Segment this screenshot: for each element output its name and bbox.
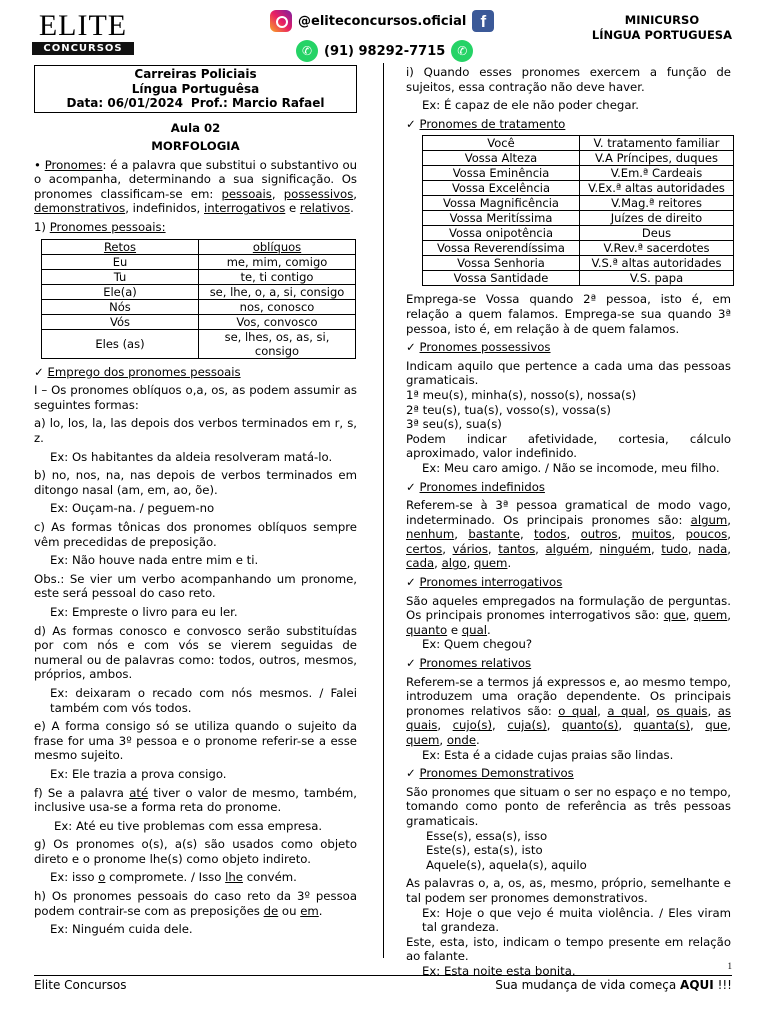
table-row: Vós Vos, convosco	[42, 314, 356, 329]
pronoun-word: quem	[474, 556, 508, 571]
course-line2: LÍNGUA PORTUGUESA	[591, 28, 732, 42]
pronoun-word: ninguém	[599, 541, 652, 556]
table-row: Você V. tratamento familiar	[423, 136, 734, 151]
demonstrativos-text: São pronomes que situam o ser no espaço e no tempo, tomando como ponto de referência as três pessoas gramaticais.	[406, 784, 731, 828]
demonstrativos-text3: Este, esta, isto, indicam o tempo presente em relação ao falante.	[406, 934, 731, 964]
table-row: Tu te, ti contigo	[42, 269, 356, 284]
table-header: oblíquos	[199, 239, 356, 254]
interrogativos-example: Ex: Quem chegou?	[422, 637, 533, 652]
table-row: Vossa onipotência Deus	[423, 226, 734, 241]
example-i: Ex: É capaz de ele não poder chegar.	[422, 98, 639, 113]
pronoun-word: todos	[534, 527, 567, 542]
intro-paragraph: • Pronomes: é a palavra que substitui o substantivo ou o acompanha, determinando a sua significação. Os pronomes classificam-se em: pessoais, possessivos, demonstrativos, indefinidos, interrogativos e relativos.	[34, 157, 358, 216]
table-row: Vossa Santidade V.S. papa	[423, 271, 734, 286]
demonstrativos-3: Aquele(s), aquela(s), aquilo	[426, 857, 587, 872]
footer-right: Sua mudança de vida começa AQUI !!!	[495, 978, 732, 992]
lesson-topic: MORFOLOGIA	[151, 139, 240, 154]
pronoun-word: algum	[690, 512, 728, 527]
table-row: Vossa Eminência V.Em.ª Cardeais	[423, 166, 734, 181]
pronomes-pessoais-table	[41, 239, 356, 359]
pronoun-word: que	[705, 718, 728, 733]
pronoun-word: quem	[693, 608, 728, 623]
table-row: Vossa Senhoria V.S.ª altas autoridades	[423, 256, 734, 271]
pronoun-word: alguém	[545, 541, 590, 556]
info-prof: Prof.: Marcio Rafael	[190, 96, 325, 110]
left-column	[34, 65, 357, 941]
social-contacts	[270, 10, 510, 62]
example-f: Ex: Até eu tive problemas com essa empresa.	[54, 818, 323, 833]
info-box	[34, 65, 357, 113]
example-obs: Ex: Empreste o livro para eu ler.	[50, 604, 238, 619]
info-date: Data: 06/01/2024	[66, 96, 183, 110]
lesson-number: Aula 02	[170, 120, 221, 135]
paragraph-i-right: i) Quando esses pronomes exercem a função de sujeitos, essa contração não deve haver.	[406, 65, 731, 94]
pronoun-word: outros	[580, 527, 618, 542]
page-header	[0, 0, 768, 62]
paragraph-f: f) Se a palavra até tiver o valor de mesmo, também, inclusive usa-se a forma reta do pronome.	[34, 785, 357, 815]
course-line1: MINICURSO	[624, 13, 700, 27]
elite-logo	[32, 9, 134, 55]
paragraph-a: a) lo, los, la, las depois dos verbos terminados em r, s, z.	[34, 416, 357, 446]
pronoun-word: quanto	[406, 622, 448, 637]
right-column	[406, 65, 731, 983]
table-row: Nós nos, conosco	[42, 299, 356, 314]
example-b: Ex: Ouçam-na. / peguem-no	[50, 501, 215, 516]
possessivos-heading: ✓ Pronomes possessivos	[406, 340, 731, 355]
tratamento-text: Emprega-se Vossa quando 2ª pessoa, isto é, em relação a quem falamos. Emprega-se sua quando 3ª pessoa, isto é, em relação à de quem falamos.	[406, 292, 731, 336]
demonstrativos-example: Ex: Hoje o que vejo é muita violência. / Eles viram tal grandeza.	[422, 905, 731, 935]
pronoun-word: tudo	[661, 541, 688, 556]
pronoun-word: quanta(s)	[633, 718, 690, 733]
paragraph-c: c) As formas tônicas dos pronomes oblíquos sempre vêm precedidas de preposição.	[34, 520, 357, 549]
paragraph-b: b) no, nos, na, nas depois de verbos terminados em ditongo nasal (am, em, ao, õe).	[34, 468, 357, 497]
course-title	[592, 13, 732, 43]
instagram-icon	[270, 10, 292, 32]
pronoun-word: poucos	[685, 527, 728, 542]
relativos-example: Ex: Esta é a cidade cujas praias são lindas.	[422, 747, 674, 762]
whatsapp-icon-right[interactable]: ✆	[451, 40, 473, 62]
paragraph-obs: Obs.: Se vier um verbo acompanhando um pronome, este será pessoal do caso reto.	[34, 571, 357, 601]
section-heading-pessoais: 1) Pronomes pessoais:	[34, 220, 166, 235]
emprego-heading: ✓ Emprego dos pronomes pessoais	[34, 365, 357, 380]
info-line1: Carreiras Policiais	[134, 67, 257, 81]
table-header: Retos	[42, 239, 199, 254]
table-row: Vossa Excelência V.Ex.ª altas autoridades	[423, 181, 734, 196]
possessivos-text2: Podem indicar afetividade, cortesia, cálculo aproximado, valor indefinido.	[406, 431, 731, 461]
tratamento-table	[422, 135, 734, 286]
indefinidos-text: Referem-se à 3ª pessoa gramatical de modo vago, indeterminado. Os principais pronomes são: algum, nenhum, bastante, todos, outros, muitos, poucos, certos, vários, tantos, alguém, ninguém, tudo, nada, cada, algo, quem.	[406, 498, 732, 571]
page-number: 1	[727, 961, 732, 971]
pronoun-word: onde	[446, 733, 477, 747]
pronoun-word: bastante	[468, 527, 520, 542]
pronoun-word: quem	[406, 733, 440, 747]
table-row: Vossa Magnificência V.Mag.ª reitores	[423, 196, 734, 211]
table-row: Vossa Alteza V.A Príncipes, duques	[423, 151, 734, 166]
pronoun-word: certos	[406, 541, 443, 556]
pronoun-word: a qual	[607, 703, 647, 718]
pronoun-word: vários	[452, 541, 488, 556]
example-d: Ex: deixaram o recado com nós mesmos. / Falei também com vós todos.	[50, 685, 357, 715]
example-a: Ex: Os habitantes da aldeia resolveram matá-lo.	[50, 449, 333, 464]
pronoun-word: muitos	[631, 527, 672, 542]
paragraph-i: I – Os pronomes oblíquos o,a, os, as podem assumir as seguintes formas:	[34, 383, 357, 412]
pronoun-word: que	[663, 608, 686, 623]
pronoun-word: nada	[698, 541, 728, 556]
example-c: Ex: Não houve nada entre mim e ti.	[50, 553, 259, 568]
pronoun-word: cada	[406, 556, 435, 571]
logo-sub: CONCURSOS	[32, 42, 134, 55]
pronoun-word: cuja(s)	[507, 718, 547, 733]
paragraph-e: e) A forma consigo só se utiliza quando o sujeito da frase for uma 3º pessoa e o pronome referir-se a esse mesmo sujeito.	[34, 719, 357, 763]
pronoun-word: cujo(s)	[452, 718, 493, 733]
footer-left: Elite Concursos	[34, 978, 127, 992]
instagram-handle[interactable]: @eliteconcursos.oficial	[298, 13, 467, 29]
demonstrativos-1: Esse(s), essa(s), isso	[426, 828, 548, 843]
possessivos-1: 1ª meu(s), minha(s), nosso(s), nossa(s)	[406, 387, 637, 402]
phone-number[interactable]: (91) 98292-7715	[324, 43, 446, 59]
possessivos-example: Ex: Meu caro amigo. / Não se incomode, meu filho.	[422, 460, 720, 475]
whatsapp-icon: ✆	[296, 40, 318, 62]
table-row: Vossa Meritíssima Juízes de direito	[423, 211, 734, 226]
paragraph-g: g) Os pronomes o(s), a(s) são usados como objeto direto e o pronome lhe(s) como objeto indireto.	[34, 837, 357, 866]
demonstrativos-heading: ✓ Pronomes Demonstrativos	[406, 766, 731, 781]
example-h: Ex: Ninguém cuida dele.	[50, 922, 193, 937]
pronoun-word: o qual	[558, 703, 598, 718]
table-row: Eles (as) se, lhes, os, as, si, consigo	[42, 329, 356, 358]
paragraph-h: h) Os pronomes pessoais do caso reto da 3º pessoa podem contrair-se com as preposições de ou em.	[34, 889, 357, 918]
pronoun-word: os quais	[656, 703, 708, 718]
pronoun-word: tantos	[498, 541, 536, 556]
table-header-row	[42, 239, 356, 254]
interrogativos-text: São aqueles empregados na formulação de perguntas. Os principais pronomes interrogativos são: que, quem, quanto e qual.	[406, 593, 731, 637]
info-line3	[35, 96, 356, 111]
demonstrativos-2: Este(s), esta(s), isto	[426, 843, 543, 858]
interrogativos-heading: ✓ Pronomes interrogativos	[406, 575, 731, 590]
possessivos-text: Indicam aquilo que pertence a cada uma das pessoas gramaticais.	[406, 358, 731, 388]
relativos-text: Referem-se a termos já expressos e, ao mesmo tempo, introduzem uma oração dependente. Os principais pronomes relativos são: o qual, a qual, os quais, as quais, cujo(s), cuja(s), quanto(s), quanta(s), que, quem, onde.	[406, 674, 732, 747]
pronoun-word: nenhum	[406, 527, 455, 542]
example-g: Ex: isso o compromete. / Isso lhe convém.	[50, 870, 297, 885]
facebook-icon[interactable]: f	[472, 10, 494, 32]
column-divider	[383, 63, 384, 958]
relativos-heading: ✓ Pronomes relativos	[406, 656, 731, 671]
table-row: Eu me, mim, comigo	[42, 254, 356, 269]
paragraph-d: d) As formas conosco e convosco serão substituídas por com nós e com vós se vierem seguidas de numeral ou de palavras como: todos, outros, mesmos, próprios, ambos.	[34, 623, 357, 682]
pronoun-word: quanto(s)	[562, 718, 619, 733]
table-row: Vossa Reverendíssima V.Rev.ª sacerdotes	[423, 241, 734, 256]
indefinidos-heading: ✓ Pronomes indefinidos	[406, 480, 731, 495]
pronoun-word: qual	[461, 622, 488, 637]
pronoun-word: algo	[441, 556, 467, 571]
possessivos-2: 2ª teu(s), tua(s), vosso(s), vossa(s)	[406, 402, 611, 417]
demonstrativos-text2: As palavras o, a, os, as, mesmo, próprio, semelhante e tal podem ser pronomes demonstrativos.	[406, 876, 731, 905]
possessivos-3: 3ª seu(s), sua(s)	[406, 417, 502, 432]
tratamento-heading: ✓ Pronomes de tratamento	[406, 117, 731, 132]
demonstrativos-example2: Ex: Esta noite esta bonita.	[422, 963, 576, 978]
pronoun-word: as quais	[406, 703, 731, 733]
info-line2: Língua Portuguêsa	[131, 81, 260, 96]
table-row: Ele(a) se, lhe, o, a, si, consigo	[42, 284, 356, 299]
page-footer	[34, 975, 732, 992]
logo-text: ELITE	[38, 9, 128, 42]
example-e: Ex: Ele trazia a prova consigo.	[50, 766, 227, 781]
